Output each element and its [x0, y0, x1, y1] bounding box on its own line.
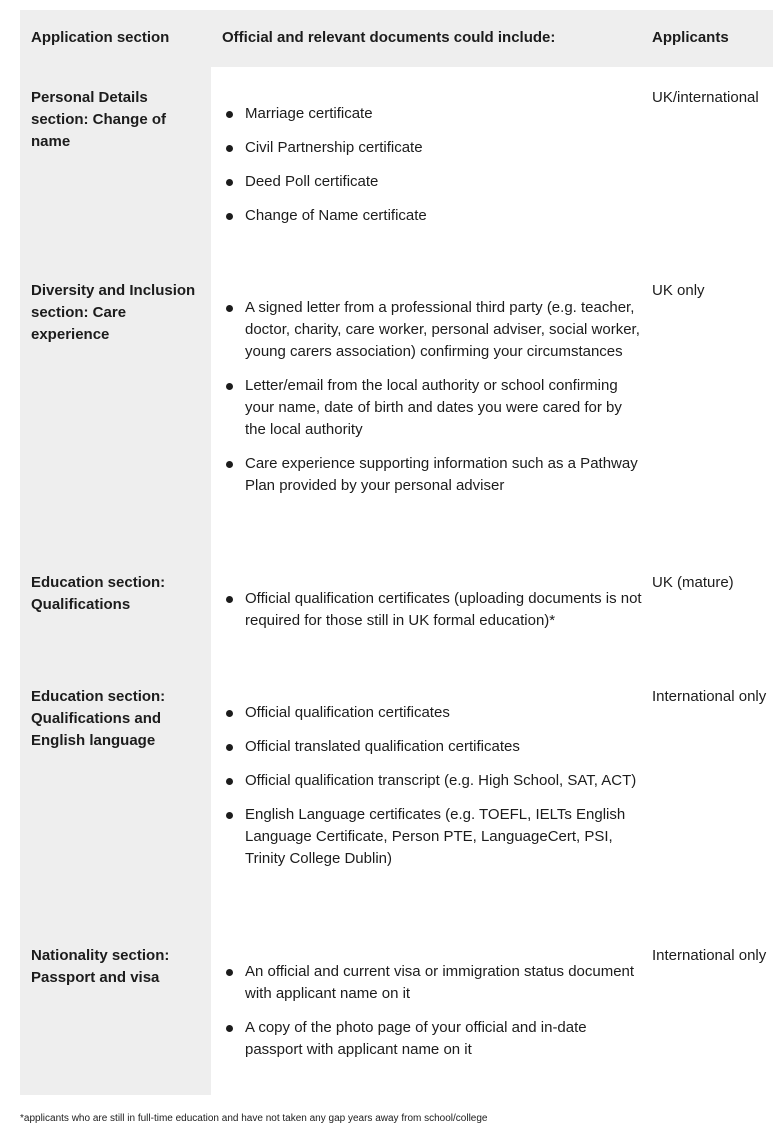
list-item: Official translated qualification certificates	[223, 736, 643, 758]
applicants-value: UK/international	[652, 89, 759, 106]
list-item: Official qualification certificates (uploading documents is not required for those still in UK formal education)*	[223, 588, 643, 632]
list-item: English Language certificates (e.g. TOEFL, IELTs English Language Certificate, Person PTE, LanguageCert, PSI, Trinity College Dublin)	[223, 804, 643, 870]
list-item: Official qualification transcript (e.g. High School, SAT, ACT)	[223, 770, 643, 792]
footnote: *applicants who are still in full-time education and have not taken any gap years away from school/college	[20, 1113, 488, 1124]
list-item: Letter/email from the local authority or school confirming your name, date of birth and dates you were cared for by the local authority	[223, 375, 643, 441]
table-header	[20, 10, 773, 67]
section-name: Personal Details section: Change of name	[31, 89, 167, 150]
section-name: Education section: Qualifications	[31, 574, 166, 613]
list-item: A copy of the photo page of your official and in-date passport with applicant name on it	[223, 1017, 643, 1061]
list-item: Care experience supporting information such as a Pathway Plan provided by your personal adviser	[223, 453, 643, 497]
applicants-value: International only	[652, 947, 767, 964]
applicants-value: International only	[652, 688, 767, 705]
list-item: Deed Poll certificate	[223, 171, 643, 193]
applicants-value: UK only	[652, 282, 705, 299]
header-applicants: Applicants	[652, 29, 729, 46]
section-name: Nationality section: Passport and visa	[31, 947, 170, 986]
section-name: Education section: Qualifications and English language	[31, 688, 166, 749]
header-documents: Official and relevant documents could include:	[222, 29, 556, 46]
list-item: Change of Name certificate	[223, 205, 643, 227]
section-name: Diversity and Inclusion section: Care experience	[31, 282, 196, 343]
document-list	[223, 297, 643, 509]
list-item: An official and current visa or immigration status document with applicant name on it	[223, 961, 643, 1005]
list-item: Marriage certificate	[223, 103, 643, 125]
document-list	[223, 103, 643, 239]
list-item: Civil Partnership certificate	[223, 137, 643, 159]
applicants-value: UK (mature)	[652, 574, 734, 591]
list-item: Official qualification certificates	[223, 702, 643, 724]
header-application-section: Application section	[31, 29, 170, 46]
document-list	[223, 588, 643, 644]
list-item: A signed letter from a professional third party (e.g. teacher, doctor, charity, care worker, personal adviser, social worker, young carers association) confirming your circumstances	[223, 297, 643, 363]
document-list	[223, 702, 643, 882]
document-list	[223, 961, 643, 1073]
